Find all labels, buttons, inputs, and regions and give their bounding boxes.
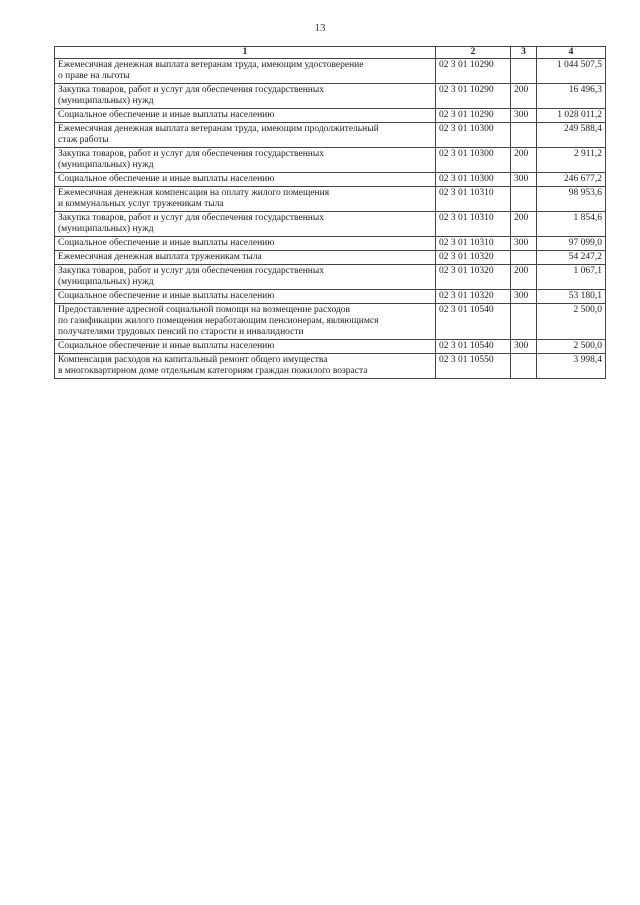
row-type: 300 [511, 109, 537, 123]
row-name-line: (муниципальных) нужд [58, 96, 154, 106]
table-row [55, 340, 606, 354]
row-name-line: Социальное обеспечение и иные выплаты населению [58, 110, 275, 120]
row-code: 02 3 01 10540 [436, 340, 511, 354]
row-name-line: стаж работы [58, 135, 109, 145]
row-type: 300 [511, 340, 537, 354]
row-amount: 98 953,6 [537, 187, 606, 212]
row-amount: 1 854,6 [537, 212, 606, 237]
row-name-line: Закупка товаров, работ и услуг для обеспечения государственных [58, 213, 325, 223]
row-code: 02 3 01 10290 [436, 84, 511, 109]
row-type: 200 [511, 265, 537, 290]
row-name-line: Социальное обеспечение и иные выплаты населению [58, 174, 275, 184]
row-name-line: Ежемесячная денежная выплата ветеранам труда, имеющим продолжительный [58, 124, 379, 134]
row-type [511, 251, 537, 265]
row-code: 02 3 01 10320 [436, 251, 511, 265]
table-row [55, 59, 606, 84]
table-row [55, 84, 606, 109]
table-header [55, 47, 606, 59]
row-code: 02 3 01 10290 [436, 59, 511, 84]
table-row [55, 148, 606, 173]
column-header-code: 2 [436, 47, 511, 59]
table-body [55, 59, 606, 379]
row-name-line: Закупка товаров, работ и услуг для обеспечения государственных [58, 266, 325, 276]
row-code: 02 3 01 10300 [436, 173, 511, 187]
row-name-line: (муниципальных) нужд [58, 160, 154, 170]
table-row [55, 251, 606, 265]
row-name [55, 304, 436, 340]
row-name-line: и коммунальных услуг труженикам тыла [58, 199, 224, 209]
row-type: 300 [511, 290, 537, 304]
row-amount: 2 500,0 [537, 304, 606, 340]
row-code: 02 3 01 10320 [436, 265, 511, 290]
row-code: 02 3 01 10320 [436, 290, 511, 304]
row-amount: 1 067,1 [537, 265, 606, 290]
row-name-line: (муниципальных) нужд [58, 224, 154, 234]
row-type [511, 304, 537, 340]
row-name-line: Социальное обеспечение и иные выплаты населению [58, 238, 275, 248]
row-type: 300 [511, 237, 537, 251]
row-name [55, 173, 436, 187]
row-code: 02 3 01 10310 [436, 187, 511, 212]
row-name-line: Закупка товаров, работ и услуг для обеспечения государственных [58, 85, 325, 95]
row-amount: 54 247,2 [537, 251, 606, 265]
row-name-line: получателями трудовых пенсий по старости и инвалидности [58, 327, 304, 337]
row-code: 02 3 01 10310 [436, 212, 511, 237]
table-row [55, 290, 606, 304]
row-type: 200 [511, 84, 537, 109]
row-type [511, 59, 537, 84]
column-header-type: 3 [511, 47, 537, 59]
row-name [55, 109, 436, 123]
row-type [511, 187, 537, 212]
table-row [55, 304, 606, 340]
row-amount: 2 500,0 [537, 340, 606, 354]
row-amount: 1 044 507,5 [537, 59, 606, 84]
row-type [511, 354, 537, 379]
row-name-line: Социальное обеспечение и иные выплаты населению [58, 341, 275, 351]
row-amount: 249 588,4 [537, 123, 606, 148]
table-row [55, 123, 606, 148]
row-name-line: Социальное обеспечение и иные выплаты населению [58, 291, 275, 301]
row-name-line: в многоквартирном доме отдельным категориям граждан пожилого возраста [58, 366, 368, 376]
row-name-line: Закупка товаров, работ и услуг для обеспечения государственных [58, 149, 325, 159]
row-type: 200 [511, 148, 537, 173]
row-type: 300 [511, 173, 537, 187]
table-row [55, 187, 606, 212]
row-name [55, 265, 436, 290]
table-row [55, 173, 606, 187]
row-amount: 2 911,2 [537, 148, 606, 173]
row-name-line: Ежемесячная денежная компенсация на оплату жилого помещения [58, 188, 330, 198]
row-name [55, 237, 436, 251]
row-name [55, 123, 436, 148]
row-name-line: (муниципальных) нужд [58, 277, 154, 287]
row-amount: 3 998,4 [537, 354, 606, 379]
row-type: 200 [511, 212, 537, 237]
table-row [55, 109, 606, 123]
budget-table [54, 46, 606, 379]
row-name-line: Ежемесячная денежная выплата ветеранам труда, имеющим удостоверение [58, 60, 364, 70]
row-name [55, 251, 436, 265]
page-number: 13 [314, 22, 326, 34]
row-name [55, 354, 436, 379]
row-name-line: по газификации жилого помещения неработающим пенсионерам, являющимся [58, 316, 379, 326]
row-name [55, 290, 436, 304]
header-row [55, 47, 606, 59]
row-code: 02 3 01 10300 [436, 148, 511, 173]
row-type [511, 123, 537, 148]
row-name-line: Предоставление адресной социальной помощи на возмещение расходов [58, 305, 351, 315]
row-amount: 246 677,2 [537, 173, 606, 187]
row-name-line: Компенсация расходов на капитальный ремонт общего имущества [58, 355, 328, 365]
row-code: 02 3 01 10300 [436, 123, 511, 148]
table-row [55, 265, 606, 290]
table-row [55, 237, 606, 251]
column-header-amount: 4 [537, 47, 606, 59]
row-code: 02 3 01 10550 [436, 354, 511, 379]
row-name [55, 148, 436, 173]
row-code: 02 3 01 10310 [436, 237, 511, 251]
row-name [55, 212, 436, 237]
row-code: 02 3 01 10290 [436, 109, 511, 123]
row-name [55, 59, 436, 84]
table-row [55, 354, 606, 379]
row-name-line: Ежемесячная денежная выплата труженикам тыла [58, 252, 262, 262]
row-name [55, 84, 436, 109]
column-header-name: 1 [55, 47, 436, 59]
table-row [55, 212, 606, 237]
row-amount: 53 180,1 [537, 290, 606, 304]
row-amount: 16 496,3 [537, 84, 606, 109]
row-name [55, 340, 436, 354]
row-amount: 97 099,0 [537, 237, 606, 251]
row-code: 02 3 01 10540 [436, 304, 511, 340]
row-amount: 1 028 011,2 [537, 109, 606, 123]
row-name-line: о праве на льготы [58, 71, 130, 81]
row-name [55, 187, 436, 212]
